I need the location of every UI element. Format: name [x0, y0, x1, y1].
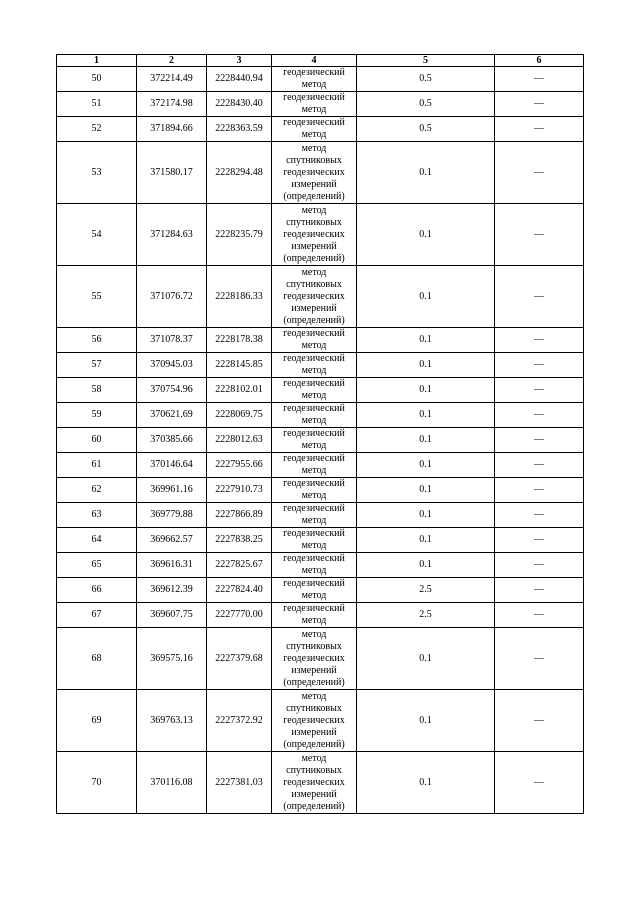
- point-number-cell: 58: [57, 378, 137, 403]
- method-text: метод спутниковых геодезических измерений (определений): [283, 690, 345, 750]
- method-cell: [272, 117, 357, 142]
- point-number-cell: 64: [57, 528, 137, 553]
- dash-cell: [495, 403, 584, 428]
- point-number-cell: 54: [57, 204, 137, 266]
- point-number-cell: 50: [57, 67, 137, 92]
- y-coordinate-cell: 2227381.03: [207, 752, 272, 814]
- method-cell: [272, 266, 357, 328]
- method-text: метод спутниковых геодезических измерений (определений): [283, 628, 345, 688]
- table-row: [57, 67, 584, 92]
- table-row: [57, 478, 584, 503]
- dash-mark: —: [534, 384, 544, 395]
- dash-cell: [495, 266, 584, 328]
- method-text: геодезический метод: [283, 453, 345, 476]
- x-coordinate-cell: 371894.66: [137, 117, 207, 142]
- dash-cell: [495, 752, 584, 814]
- method-text: геодезический метод: [283, 428, 345, 451]
- dash-cell: [495, 503, 584, 528]
- method-text: метод спутниковых геодезических измерений (определений): [283, 142, 345, 202]
- point-number-cell: 52: [57, 117, 137, 142]
- dash-mark: —: [534, 123, 544, 134]
- point-number-cell: 53: [57, 142, 137, 204]
- table-row: [57, 752, 584, 814]
- y-coordinate-cell: 2227910.73: [207, 478, 272, 503]
- table-row: [57, 503, 584, 528]
- y-coordinate-cell: 2227379.68: [207, 628, 272, 690]
- point-number-cell: 56: [57, 328, 137, 353]
- dash-mark: —: [534, 609, 544, 620]
- method-cell: [272, 503, 357, 528]
- x-coordinate-cell: 369662.57: [137, 528, 207, 553]
- point-number-cell: 61: [57, 453, 137, 478]
- accuracy-cell: 0.1: [357, 690, 495, 752]
- method-cell: [272, 204, 357, 266]
- x-coordinate-cell: 370621.69: [137, 403, 207, 428]
- table-row: [57, 266, 584, 328]
- dash-cell: [495, 328, 584, 353]
- accuracy-cell: 0.1: [357, 142, 495, 204]
- table-row: [57, 628, 584, 690]
- method-cell: [272, 378, 357, 403]
- point-number-cell: 67: [57, 603, 137, 628]
- dash-cell: [495, 453, 584, 478]
- coordinates-table: [56, 54, 584, 814]
- accuracy-cell: 0.5: [357, 92, 495, 117]
- method-text: геодезический метод: [283, 503, 345, 526]
- x-coordinate-cell: 369612.39: [137, 578, 207, 603]
- table-row: [57, 453, 584, 478]
- column-header: 1: [57, 55, 137, 67]
- y-coordinate-cell: 2227955.66: [207, 453, 272, 478]
- table-row: [57, 528, 584, 553]
- dash-mark: —: [534, 459, 544, 470]
- y-coordinate-cell: 2227372.92: [207, 690, 272, 752]
- method-text: геодезический метод: [283, 67, 345, 90]
- dash-cell: [495, 553, 584, 578]
- method-text: геодезический метод: [283, 578, 345, 601]
- y-coordinate-cell: 2228294.48: [207, 142, 272, 204]
- point-number-cell: 65: [57, 553, 137, 578]
- x-coordinate-cell: 369779.88: [137, 503, 207, 528]
- point-number-cell: 60: [57, 428, 137, 453]
- table-row: [57, 690, 584, 752]
- table-row: [57, 403, 584, 428]
- method-cell: [272, 428, 357, 453]
- table-row: [57, 353, 584, 378]
- column-header: 5: [357, 55, 495, 67]
- point-number-cell: 51: [57, 92, 137, 117]
- table-header-row: [57, 55, 584, 67]
- dash-cell: [495, 690, 584, 752]
- y-coordinate-cell: 2228012.63: [207, 428, 272, 453]
- method-text: геодезический метод: [283, 378, 345, 401]
- x-coordinate-cell: 370116.08: [137, 752, 207, 814]
- y-coordinate-cell: 2227866.89: [207, 503, 272, 528]
- method-cell: [272, 478, 357, 503]
- y-coordinate-cell: 2228440.94: [207, 67, 272, 92]
- dash-cell: [495, 67, 584, 92]
- y-coordinate-cell: 2227824.40: [207, 578, 272, 603]
- method-cell: [272, 328, 357, 353]
- accuracy-cell: 0.1: [357, 403, 495, 428]
- accuracy-cell: 0.1: [357, 752, 495, 814]
- dash-mark: —: [534, 584, 544, 595]
- x-coordinate-cell: 371076.72: [137, 266, 207, 328]
- column-header: 2: [137, 55, 207, 67]
- x-coordinate-cell: 370385.66: [137, 428, 207, 453]
- dash-mark: —: [534, 290, 544, 302]
- table-row: [57, 578, 584, 603]
- accuracy-cell: 0.1: [357, 528, 495, 553]
- accuracy-cell: 0.1: [357, 328, 495, 353]
- method-text: геодезический метод: [283, 553, 345, 576]
- table-row: [57, 204, 584, 266]
- dash-cell: [495, 378, 584, 403]
- dash-cell: [495, 92, 584, 117]
- point-number-cell: 70: [57, 752, 137, 814]
- method-cell: [272, 92, 357, 117]
- dash-mark: —: [534, 166, 544, 178]
- dash-mark: —: [534, 559, 544, 570]
- dash-cell: [495, 142, 584, 204]
- method-cell: [272, 403, 357, 428]
- x-coordinate-cell: 372174.98: [137, 92, 207, 117]
- dash-mark: —: [534, 434, 544, 445]
- method-cell: [272, 690, 357, 752]
- dash-mark: —: [534, 776, 544, 788]
- accuracy-cell: 0.1: [357, 204, 495, 266]
- point-number-cell: 59: [57, 403, 137, 428]
- dash-mark: —: [534, 509, 544, 520]
- method-cell: [272, 67, 357, 92]
- method-cell: [272, 553, 357, 578]
- accuracy-cell: 0.1: [357, 266, 495, 328]
- method-cell: [272, 353, 357, 378]
- table-row: [57, 328, 584, 353]
- method-text: метод спутниковых геодезических измерений (определений): [283, 752, 345, 812]
- dash-mark: —: [534, 98, 544, 109]
- method-text: геодезический метод: [283, 92, 345, 115]
- method-text: метод спутниковых геодезических измерений (определений): [283, 266, 345, 326]
- method-text: геодезический метод: [283, 528, 345, 551]
- accuracy-cell: 0.1: [357, 378, 495, 403]
- dash-cell: [495, 117, 584, 142]
- x-coordinate-cell: 370945.03: [137, 353, 207, 378]
- dash-cell: [495, 578, 584, 603]
- accuracy-cell: 0.1: [357, 478, 495, 503]
- point-number-cell: 55: [57, 266, 137, 328]
- dash-mark: —: [534, 73, 544, 84]
- y-coordinate-cell: 2228235.79: [207, 204, 272, 266]
- accuracy-cell: 2.5: [357, 603, 495, 628]
- x-coordinate-cell: 369961.16: [137, 478, 207, 503]
- table-row: [57, 92, 584, 117]
- dash-mark: —: [534, 534, 544, 545]
- dash-cell: [495, 528, 584, 553]
- method-text: геодезический метод: [283, 117, 345, 140]
- dash-mark: —: [534, 652, 544, 664]
- column-header: 6: [495, 55, 584, 67]
- method-cell: [272, 752, 357, 814]
- method-text: геодезический метод: [283, 603, 345, 626]
- y-coordinate-cell: 2228102.01: [207, 378, 272, 403]
- method-cell: [272, 453, 357, 478]
- accuracy-cell: 0.1: [357, 503, 495, 528]
- table-row: [57, 603, 584, 628]
- column-header: 3: [207, 55, 272, 67]
- table-row: [57, 428, 584, 453]
- x-coordinate-cell: 371580.17: [137, 142, 207, 204]
- accuracy-cell: 0.1: [357, 453, 495, 478]
- accuracy-cell: 0.1: [357, 428, 495, 453]
- x-coordinate-cell: 372214.49: [137, 67, 207, 92]
- dash-cell: [495, 428, 584, 453]
- y-coordinate-cell: 2228178.38: [207, 328, 272, 353]
- column-header: 4: [272, 55, 357, 67]
- method-cell: [272, 578, 357, 603]
- accuracy-cell: 0.1: [357, 353, 495, 378]
- method-cell: [272, 603, 357, 628]
- table-body: [57, 67, 584, 814]
- y-coordinate-cell: 2228363.59: [207, 117, 272, 142]
- y-coordinate-cell: 2228186.33: [207, 266, 272, 328]
- x-coordinate-cell: 369763.13: [137, 690, 207, 752]
- x-coordinate-cell: 370754.96: [137, 378, 207, 403]
- method-text: геодезический метод: [283, 478, 345, 501]
- dash-mark: —: [534, 484, 544, 495]
- x-coordinate-cell: 369575.16: [137, 628, 207, 690]
- method-text: геодезический метод: [283, 328, 345, 351]
- dash-mark: —: [534, 714, 544, 726]
- dash-cell: [495, 628, 584, 690]
- table-row: [57, 117, 584, 142]
- accuracy-cell: 0.5: [357, 67, 495, 92]
- point-number-cell: 68: [57, 628, 137, 690]
- accuracy-cell: 0.5: [357, 117, 495, 142]
- dash-mark: —: [534, 359, 544, 370]
- method-text: метод спутниковых геодезических измерений (определений): [283, 204, 345, 264]
- dash-mark: —: [534, 228, 544, 240]
- dash-mark: —: [534, 334, 544, 345]
- x-coordinate-cell: 369607.75: [137, 603, 207, 628]
- table-row: [57, 378, 584, 403]
- method-cell: [272, 528, 357, 553]
- y-coordinate-cell: 2227825.67: [207, 553, 272, 578]
- y-coordinate-cell: 2227770.00: [207, 603, 272, 628]
- point-number-cell: 57: [57, 353, 137, 378]
- method-text: геодезический метод: [283, 353, 345, 376]
- point-number-cell: 63: [57, 503, 137, 528]
- point-number-cell: 62: [57, 478, 137, 503]
- point-number-cell: 66: [57, 578, 137, 603]
- y-coordinate-cell: 2227838.25: [207, 528, 272, 553]
- x-coordinate-cell: 369616.31: [137, 553, 207, 578]
- point-number-cell: 69: [57, 690, 137, 752]
- x-coordinate-cell: 370146.64: [137, 453, 207, 478]
- accuracy-cell: 2.5: [357, 578, 495, 603]
- y-coordinate-cell: 2228069.75: [207, 403, 272, 428]
- y-coordinate-cell: 2228430.40: [207, 92, 272, 117]
- method-text: геодезический метод: [283, 403, 345, 426]
- x-coordinate-cell: 371078.37: [137, 328, 207, 353]
- table-row: [57, 553, 584, 578]
- method-cell: [272, 142, 357, 204]
- dash-cell: [495, 204, 584, 266]
- dash-cell: [495, 603, 584, 628]
- table-row: [57, 142, 584, 204]
- accuracy-cell: 0.1: [357, 553, 495, 578]
- dash-cell: [495, 353, 584, 378]
- method-cell: [272, 628, 357, 690]
- dash-cell: [495, 478, 584, 503]
- y-coordinate-cell: 2228145.85: [207, 353, 272, 378]
- dash-mark: —: [534, 409, 544, 420]
- accuracy-cell: 0.1: [357, 628, 495, 690]
- x-coordinate-cell: 371284.63: [137, 204, 207, 266]
